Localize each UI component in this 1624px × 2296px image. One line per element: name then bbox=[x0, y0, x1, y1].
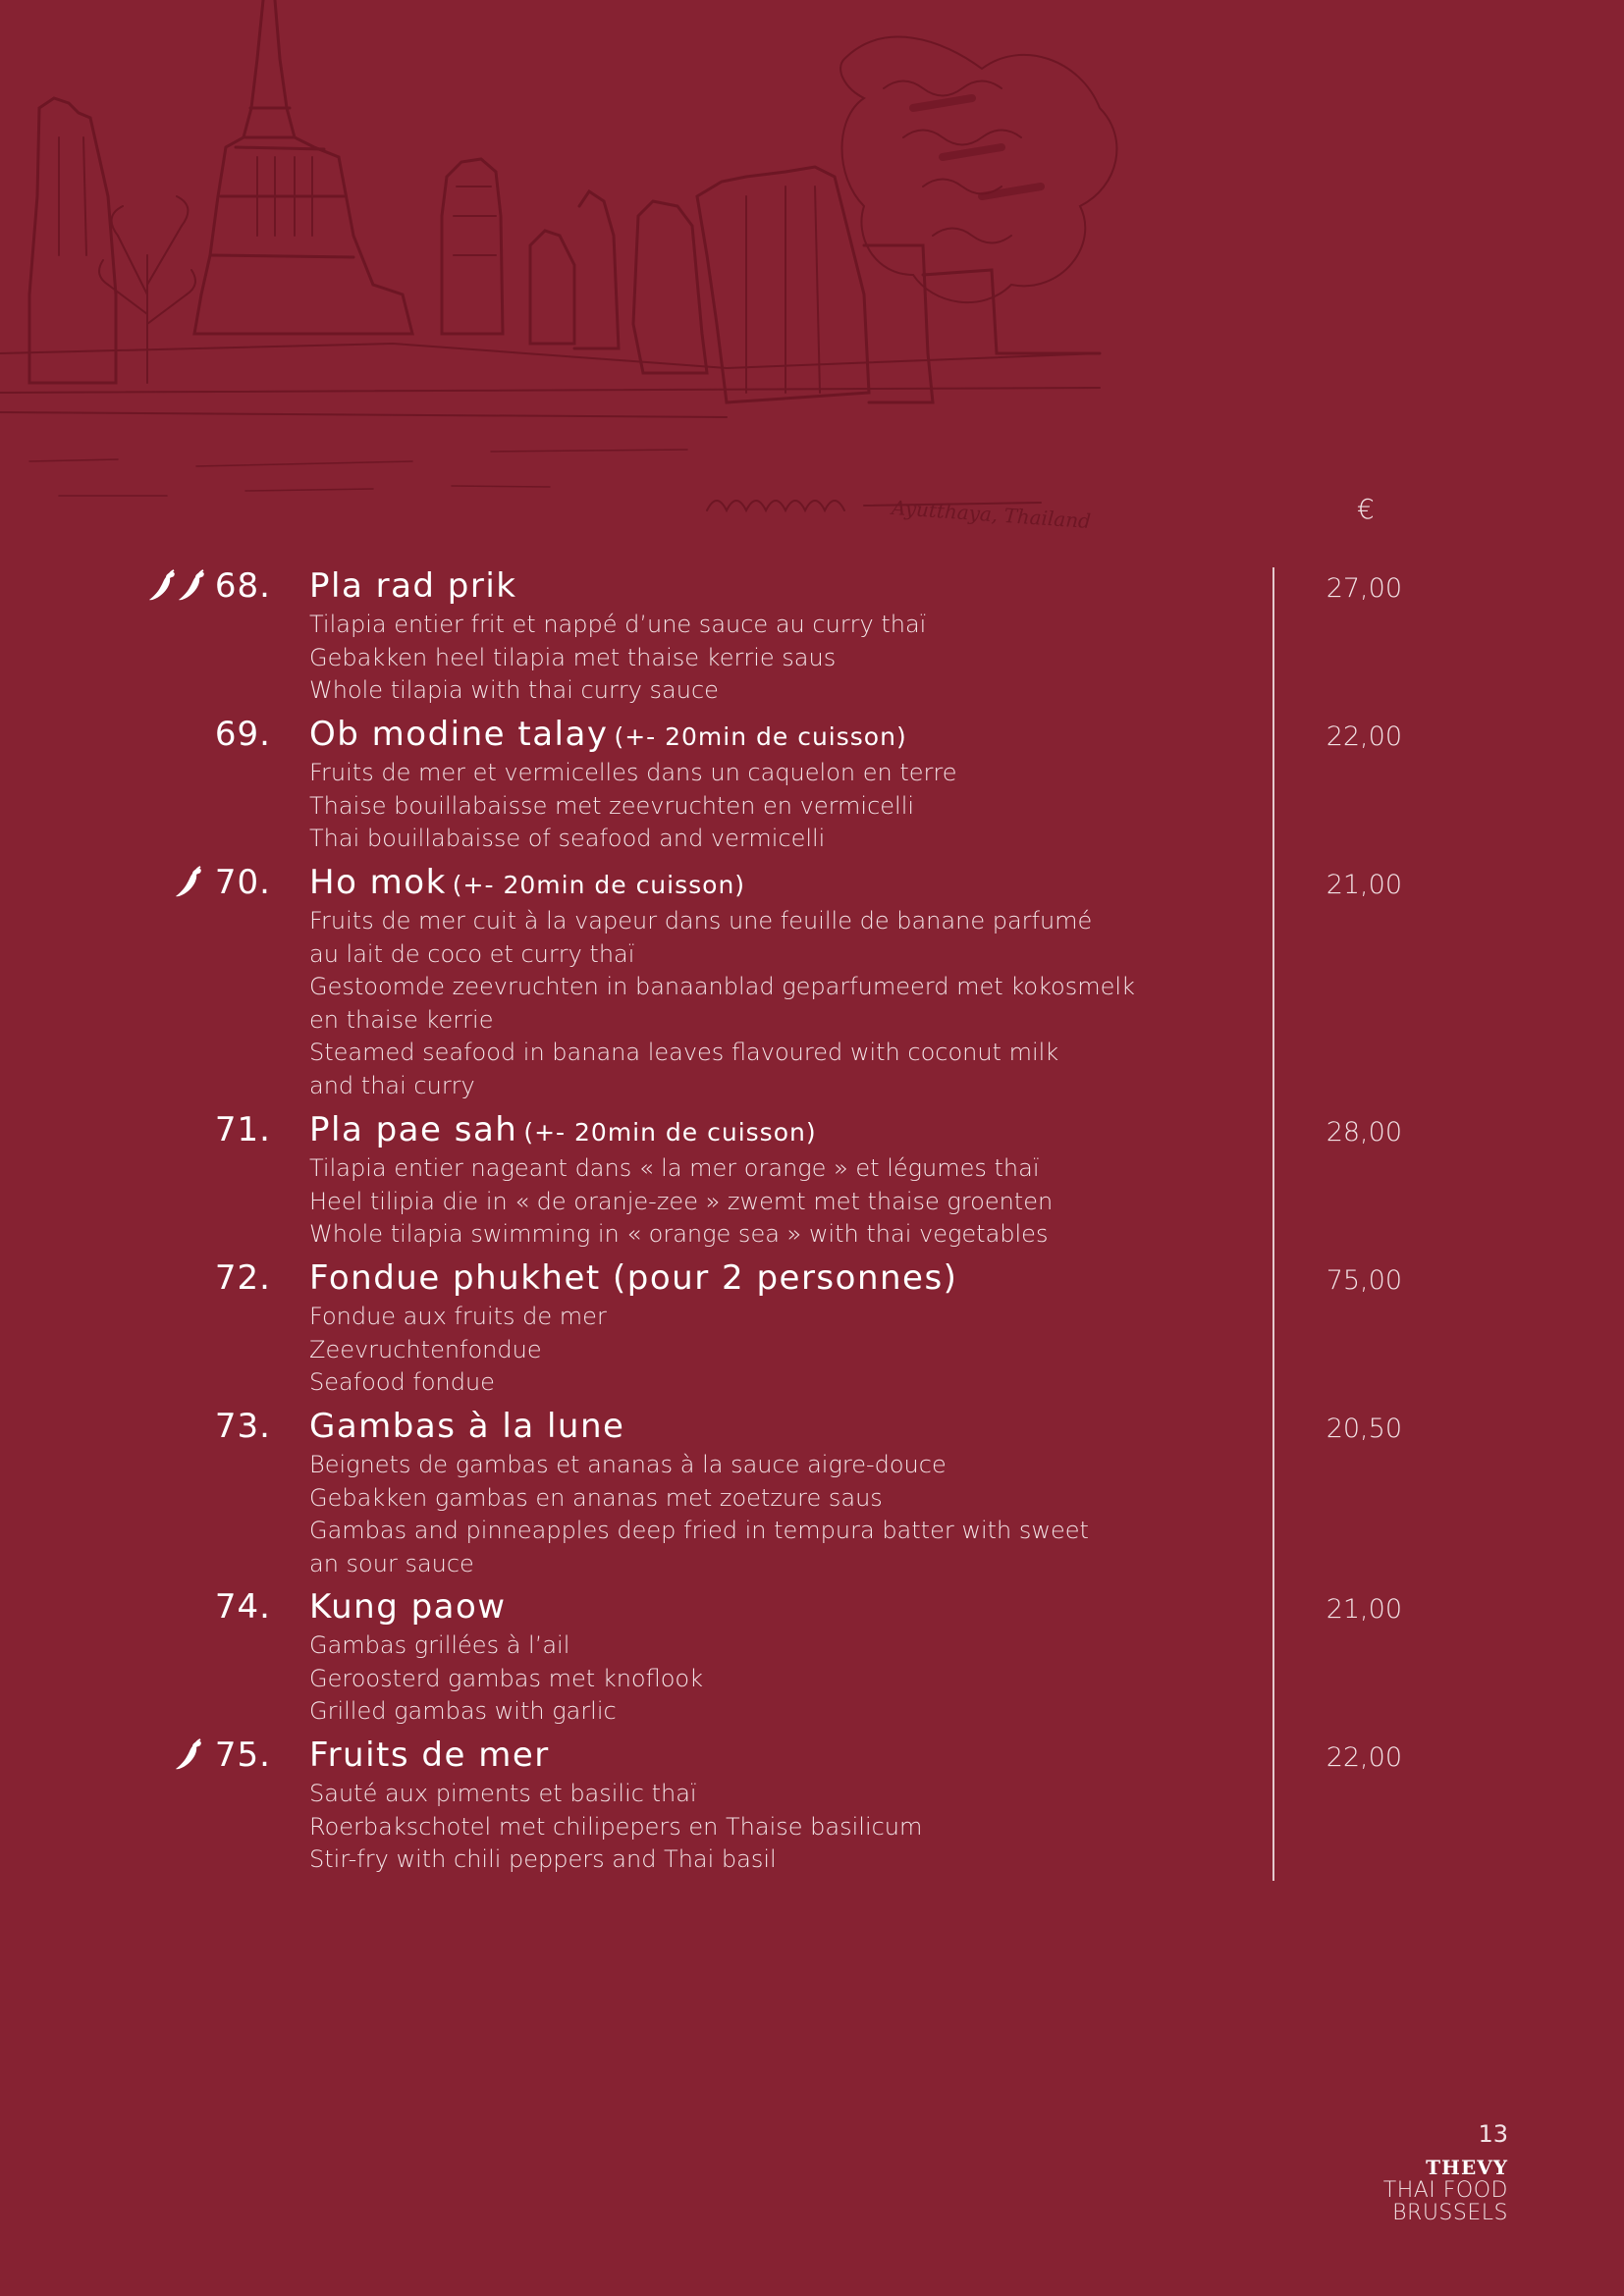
dish-name-line bbox=[309, 565, 517, 607]
dish-price: 22,00 bbox=[1326, 721, 1402, 752]
dish-name-line bbox=[309, 1735, 550, 1776]
dish-description bbox=[309, 757, 956, 856]
dish-description bbox=[309, 1778, 922, 1877]
dish-description bbox=[309, 1301, 607, 1400]
cooking-time-note: (+- 20min de cuisson) bbox=[452, 871, 746, 899]
dish-name-line bbox=[309, 1109, 817, 1153]
chili-pepper-icon bbox=[174, 1738, 203, 1772]
description-line: and thai curry bbox=[309, 1071, 475, 1099]
footer bbox=[1383, 2118, 1508, 2224]
description-line: Geroosterd gambas met knoflook bbox=[309, 1664, 703, 1692]
item-number: 73. bbox=[214, 1407, 271, 1446]
dish-price: 28,00 bbox=[1326, 1117, 1402, 1148]
item-number: 72. bbox=[214, 1258, 271, 1298]
dish-name: Gambas à la lune bbox=[309, 1407, 625, 1446]
dish-description bbox=[309, 1449, 1089, 1580]
dish-name-line bbox=[309, 714, 907, 758]
description-line: Roerbakschotel met chilipepers en Thaise basilicum bbox=[309, 1812, 923, 1841]
dish-name: Kung paow bbox=[309, 1587, 507, 1627]
dish-price: 75,00 bbox=[1326, 1265, 1402, 1296]
description-line: au lait de coco et curry thaï bbox=[309, 939, 635, 968]
description-line: Grilled gambas with garlic bbox=[309, 1697, 617, 1725]
description-line: an sour sauce bbox=[309, 1549, 474, 1577]
description-line: Gebakken gambas en ananas met zoetzure saus bbox=[309, 1483, 883, 1512]
illustration-caption: Ayutthaya, Thailand bbox=[891, 495, 1092, 534]
spicy-indicator bbox=[147, 565, 206, 607]
cooking-time-note: (+- 20min de cuisson) bbox=[614, 722, 907, 751]
dish-description bbox=[309, 609, 926, 708]
brand-tagline: THAI FOOD bbox=[1382, 2178, 1508, 2203]
dish-name: Fondue phukhet (pour 2 personnes) bbox=[309, 1258, 958, 1298]
chili-pepper-icon bbox=[147, 569, 177, 603]
description-line: Steamed seafood in banana leaves flavoured with coconut milk bbox=[309, 1039, 1059, 1066]
dish-price: 21,00 bbox=[1326, 1594, 1402, 1625]
item-number: 74. bbox=[214, 1587, 271, 1627]
description-line: Gestoomde zeevruchten in banaanblad geparfumeerd met kokosmelk bbox=[309, 973, 1135, 1000]
spicy-indicator bbox=[174, 862, 203, 903]
item-number: 68. bbox=[214, 566, 271, 606]
spicy-indicator bbox=[174, 1735, 203, 1776]
dish-description bbox=[309, 1629, 703, 1729]
dish-name: Pla pae sah bbox=[309, 1110, 518, 1149]
dish-price: 20,50 bbox=[1326, 1414, 1402, 1444]
description-line: Tilapia entier nageant dans « la mer orange » et légumes thaï bbox=[309, 1154, 1040, 1182]
description-line: Thaise bouillabaisse met zeevruchten en vermicelli bbox=[309, 791, 915, 820]
description-line: Seafood fondue bbox=[309, 1368, 495, 1396]
dish-price: 21,00 bbox=[1326, 870, 1402, 900]
currency-symbol: € bbox=[1357, 493, 1375, 525]
chili-pepper-icon bbox=[177, 569, 206, 603]
chili-pepper-icon bbox=[174, 866, 203, 899]
dish-price: 27,00 bbox=[1326, 573, 1402, 604]
dish-name-line bbox=[309, 1406, 624, 1447]
dish-price: 22,00 bbox=[1326, 1742, 1402, 1773]
dish-name: Pla rad prik bbox=[309, 566, 517, 606]
description-line: Stir-fry with chili peppers and Thai basil bbox=[309, 1845, 777, 1873]
description-line: Fondue aux fruits de mer bbox=[309, 1303, 607, 1330]
description-line: Thai bouillabaisse of seafood and vermicelli bbox=[309, 825, 826, 852]
price-column-divider bbox=[1272, 567, 1274, 1881]
description-line: Whole tilapia swimming in « orange sea » with thai vegetables bbox=[309, 1220, 1049, 1248]
dish-name-line bbox=[309, 1257, 957, 1299]
description-line: Gambas grillées à l’ail bbox=[309, 1631, 570, 1659]
item-number: 69. bbox=[214, 715, 271, 754]
description-line: Gambas and pinneapples deep fried in tempura batter with sweet bbox=[309, 1517, 1089, 1544]
description-line: Tilapia entier frit et nappé d’une sauce au curry thaï bbox=[309, 611, 927, 638]
item-number: 75. bbox=[214, 1735, 271, 1775]
temple-sketch-illustration bbox=[0, 0, 1149, 550]
dish-description bbox=[309, 905, 1135, 1102]
dish-name: Fruits de mer bbox=[309, 1735, 550, 1775]
description-line: Heel tilipia die in « de oranje-zee » zwemt met thaise groenten bbox=[309, 1187, 1054, 1215]
description-line: Fruits de mer et vermicelles dans un caquelon en terre bbox=[309, 759, 957, 786]
dish-name-line bbox=[309, 862, 745, 906]
cooking-time-note: (+- 20min de cuisson) bbox=[523, 1118, 817, 1147]
description-line: en thaise kerrie bbox=[309, 1005, 494, 1034]
dish-name: Ob modine talay bbox=[309, 715, 609, 754]
item-number: 71. bbox=[214, 1110, 271, 1149]
description-line: Whole tilapia with thai curry sauce bbox=[309, 676, 719, 704]
page-number: 13 bbox=[1478, 2120, 1508, 2148]
dish-name: Ho mok bbox=[309, 863, 447, 902]
description-line: Fruits de mer cuit à la vapeur dans une feuille de banane parfumé bbox=[309, 907, 1093, 934]
description-line: Beignets de gambas et ananas à la sauce aigre-douce bbox=[309, 1451, 947, 1478]
brand-logo-name: THEVY bbox=[1426, 2156, 1508, 2179]
description-line: Sauté aux piments et basilic thaï bbox=[309, 1780, 697, 1807]
dish-name-line bbox=[309, 1586, 507, 1628]
description-line: Zeevruchtenfondue bbox=[309, 1335, 542, 1363]
brand-city: BRUSSELS bbox=[1392, 2201, 1508, 2225]
dish-description bbox=[309, 1152, 1053, 1252]
item-number: 70. bbox=[214, 863, 271, 902]
description-line: Gebakken heel tilapia met thaise kerrie saus bbox=[309, 643, 837, 671]
